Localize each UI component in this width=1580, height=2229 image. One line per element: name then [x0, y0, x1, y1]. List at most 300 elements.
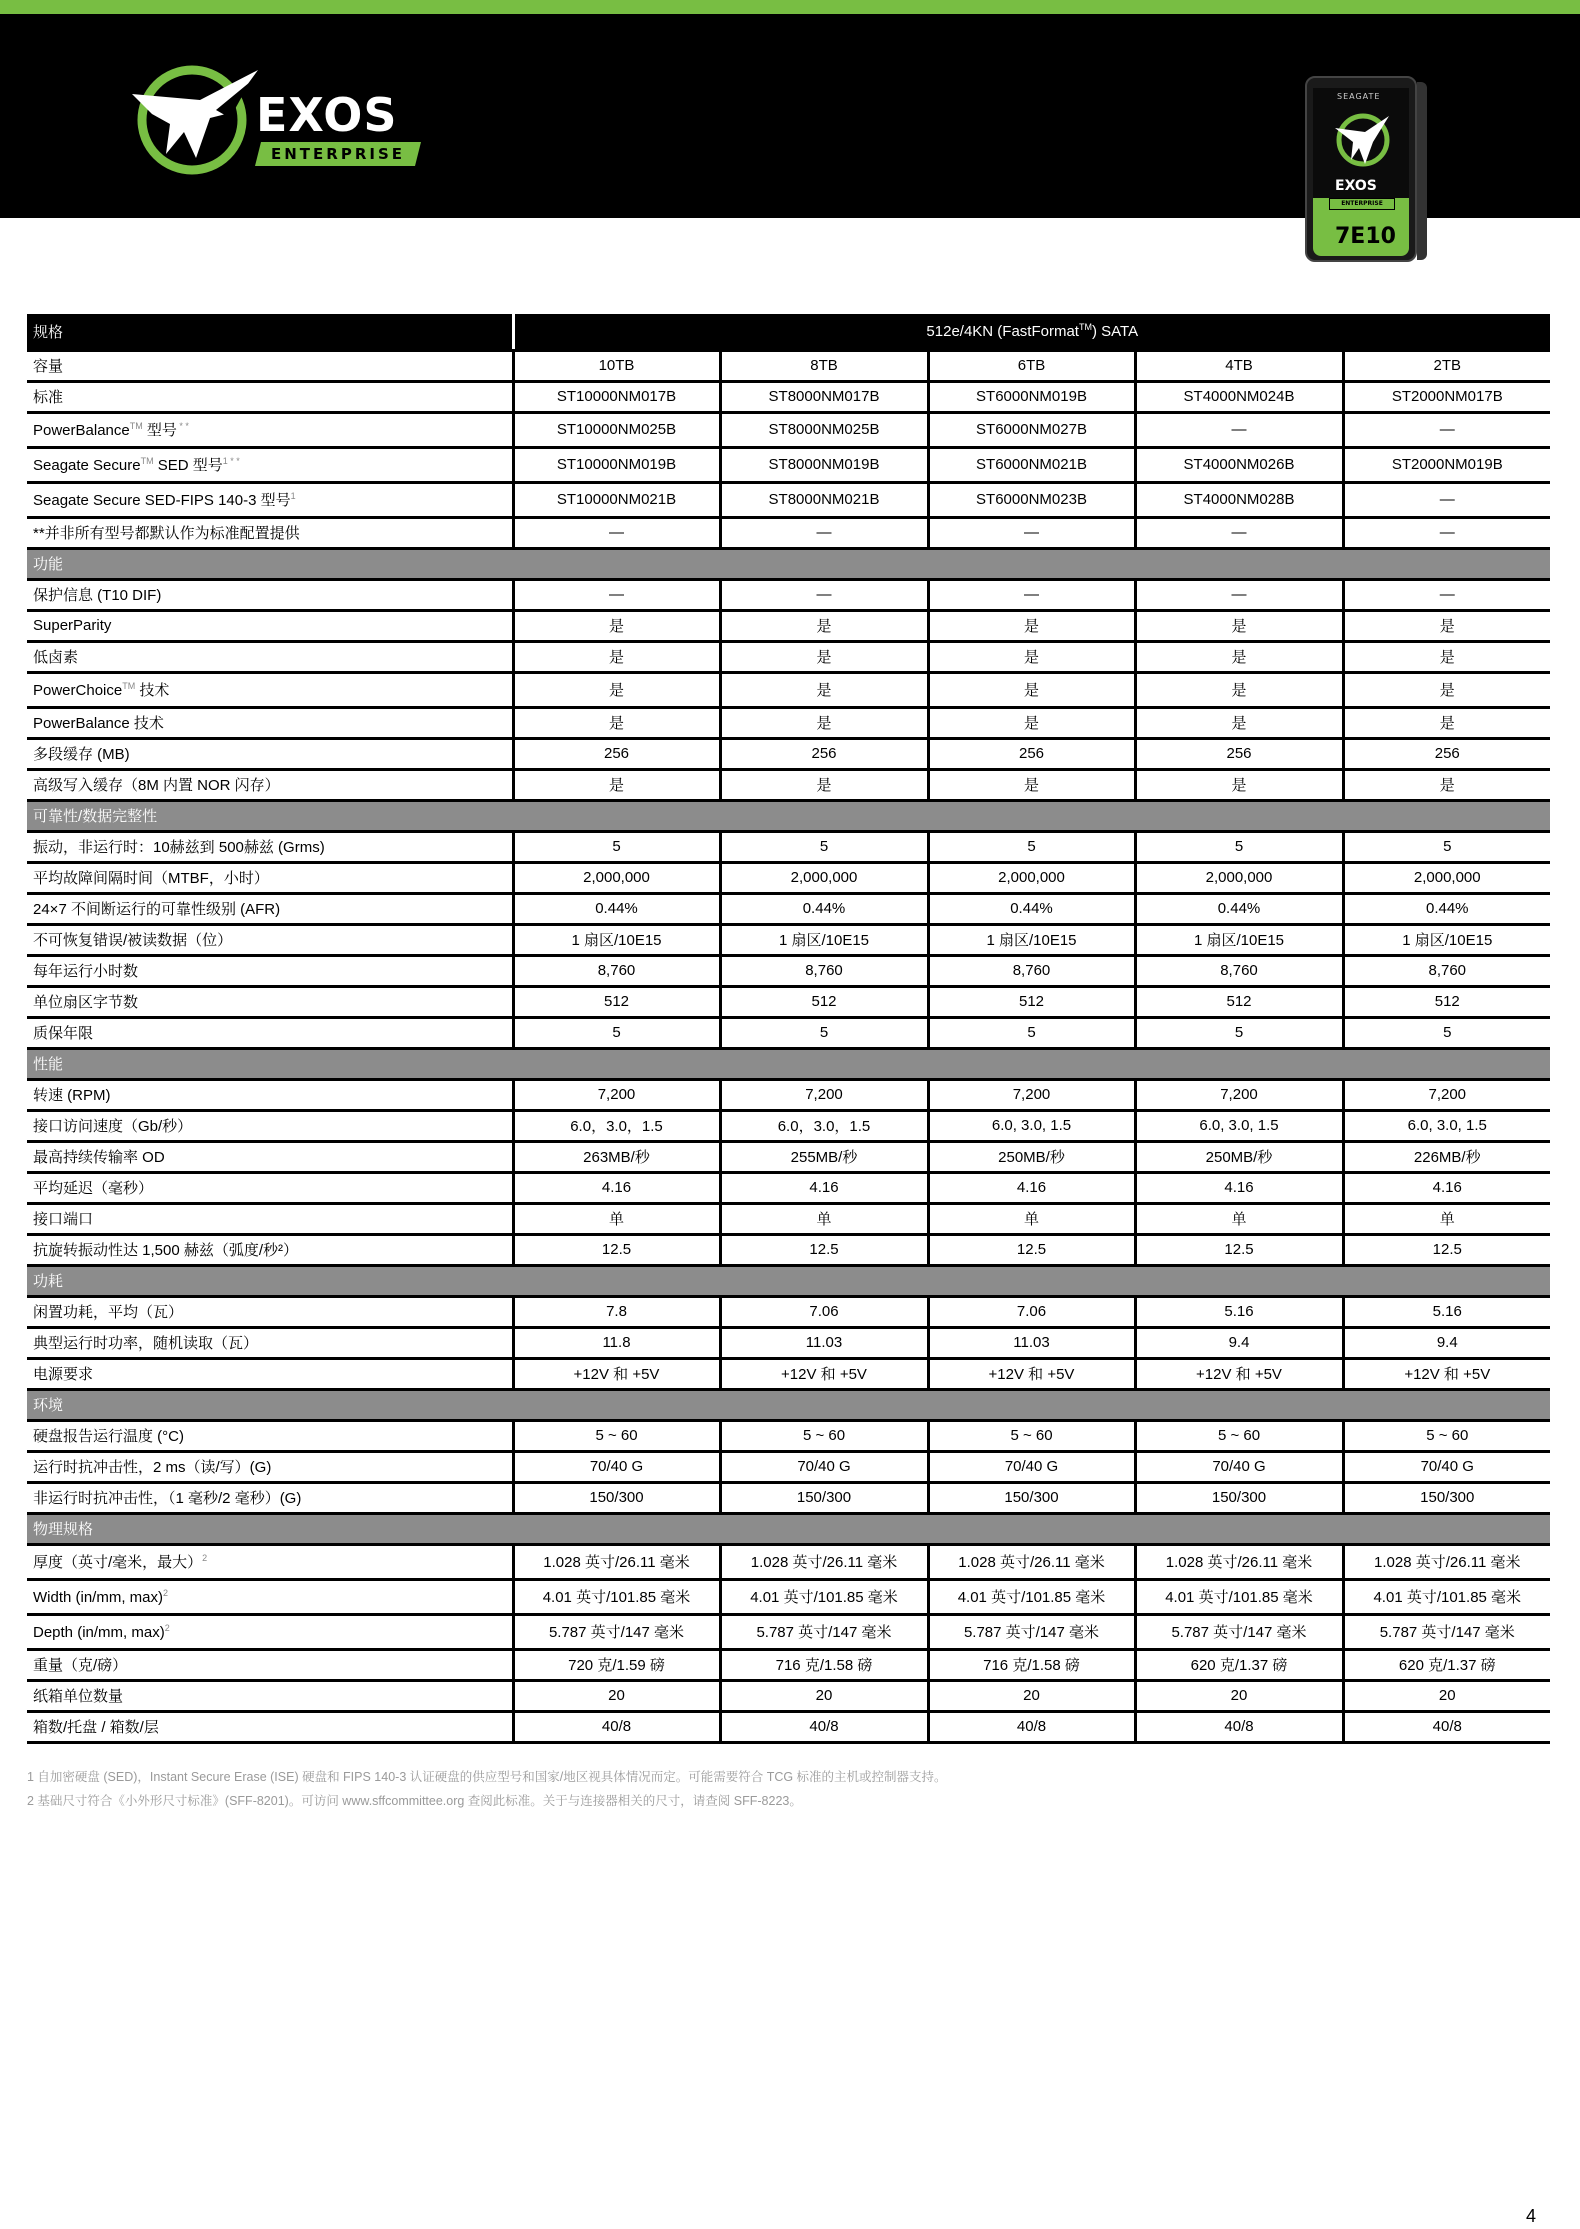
row-label: 抗旋转振动性达 1,500 赫兹（弧度/秒²）: [33, 1242, 299, 1259]
value-cell: 单: [928, 1203, 1135, 1234]
value-cell: 150/300: [928, 1482, 1135, 1513]
header-label-cell: 规格: [27, 314, 513, 350]
value-cell: —: [1343, 482, 1550, 517]
value-cell: 是: [1135, 769, 1343, 800]
table-row: [27, 769, 1550, 800]
value-cell: 是: [513, 769, 720, 800]
footnotes: [27, 1765, 1527, 1813]
row-label-cell: [27, 1017, 513, 1048]
value-cell: 512: [928, 986, 1135, 1017]
row-label-cell: [27, 610, 513, 641]
table-row: [27, 1544, 1550, 1579]
value-cell: 12.5: [1343, 1234, 1550, 1265]
value-cell: 1.028 英寸/26.11 毫米: [720, 1544, 928, 1579]
table-row: [27, 1358, 1550, 1389]
value-cell: 40/8: [720, 1711, 928, 1742]
row-label-cell: [27, 1544, 513, 1579]
section-title: 性能: [27, 1048, 1550, 1079]
value-cell: ST8000NM019B: [720, 447, 928, 482]
table-row: [27, 579, 1550, 610]
value-cell: 12.5: [1135, 1234, 1343, 1265]
value-cell: 620 克/1.37 磅: [1343, 1649, 1550, 1680]
value-cell: 是: [928, 610, 1135, 641]
row-label-cell: [27, 1110, 513, 1141]
row-label-cell: [27, 1079, 513, 1110]
value-cell: 7,200: [513, 1079, 720, 1110]
value-cell: 256: [1343, 738, 1550, 769]
row-label-cell: [27, 1203, 513, 1234]
row-label: 标准: [33, 389, 64, 406]
value-cell: 8,760: [1135, 955, 1343, 986]
table-row: [27, 1234, 1550, 1265]
value-cell: —: [1135, 579, 1343, 610]
value-cell: 12.5: [928, 1234, 1135, 1265]
row-label: 容量: [33, 358, 64, 375]
drive-emblem-icon: [1313, 88, 1409, 184]
value-cell: 是: [928, 707, 1135, 738]
value-cell: 5 ~ 60: [1343, 1420, 1550, 1451]
value-cell: 是: [1343, 641, 1550, 672]
section-title: 环境: [27, 1389, 1550, 1420]
value-cell: ST2000NM017B: [1343, 381, 1550, 412]
value-cell: 5: [1135, 1017, 1343, 1048]
row-label-cell: [27, 862, 513, 893]
row-label: 重量（克/磅）: [33, 1657, 128, 1674]
value-cell: 4.01 英寸/101.85 毫米: [1135, 1579, 1343, 1614]
header-title: 512e/4KN (FastFormat: [926, 323, 1079, 341]
value-cell: 0.44%: [1343, 893, 1550, 924]
value-cell: 70/40 G: [720, 1451, 928, 1482]
value-cell: 512: [1135, 986, 1343, 1017]
row-label: Depth (in/mm, max): [33, 1623, 165, 1641]
value-cell: 20: [1135, 1680, 1343, 1711]
table-row: [27, 1141, 1550, 1172]
row-label: 每年运行小时数: [33, 963, 139, 980]
value-cell: 256: [1135, 738, 1343, 769]
drive-side: [1417, 82, 1427, 260]
table-row: [27, 1172, 1550, 1203]
value-cell: 是: [513, 672, 720, 707]
value-cell: 716 克/1.58 磅: [928, 1649, 1135, 1680]
table-row: [27, 1017, 1550, 1048]
value-cell: 4.16: [720, 1172, 928, 1203]
table-row: [27, 1482, 1550, 1513]
value-cell: 2,000,000: [513, 862, 720, 893]
value-cell: 1.028 英寸/26.11 毫米: [1135, 1544, 1343, 1579]
header-title-sup: TM: [1078, 322, 1092, 333]
value-cell: 1 扇区/10E15: [1343, 924, 1550, 955]
row-label: 振动，非运行时：10赫兹到 500赫兹 (Grms): [33, 839, 325, 856]
section-title: 功能: [27, 548, 1550, 579]
row-label: SuperParity: [33, 617, 112, 634]
value-cell: 620 克/1.37 磅: [1135, 1649, 1343, 1680]
drive-brand-text: SEAGATE: [1337, 92, 1381, 101]
row-label-cell: [27, 986, 513, 1017]
table-row: [27, 1451, 1550, 1482]
section-header-row: [27, 548, 1550, 579]
value-cell: 11.03: [928, 1327, 1135, 1358]
value-cell: 5.787 英寸/147 毫米: [720, 1614, 928, 1649]
value-cell: 8,760: [928, 955, 1135, 986]
value-cell: 226MB/秒: [1343, 1141, 1550, 1172]
exos-logo: [130, 62, 430, 192]
table-row: [27, 1079, 1550, 1110]
row-label: 低卤素: [33, 649, 79, 666]
row-label-sup: TM: [122, 681, 136, 691]
row-label: Seagate Secure: [33, 457, 141, 474]
row-label-end: 型号: [142, 422, 177, 439]
section-header-row: [27, 800, 1550, 831]
value-cell: +12V 和 +5V: [513, 1358, 720, 1389]
value-cell: 9.4: [1135, 1327, 1343, 1358]
value-cell: 单: [1135, 1203, 1343, 1234]
spec-table: [27, 314, 1550, 1744]
row-label-cell: [27, 1579, 513, 1614]
value-cell: 20: [1343, 1680, 1550, 1711]
value-cell: ST6000NM021B: [928, 447, 1135, 482]
section-header-row: [27, 1265, 1550, 1296]
value-cell: 70/40 G: [1343, 1451, 1550, 1482]
value-cell: 5: [1343, 1017, 1550, 1048]
table-row: [27, 1579, 1550, 1614]
table-row: [27, 1203, 1550, 1234]
value-cell: —: [928, 579, 1135, 610]
row-label-cell: [27, 1234, 513, 1265]
row-label-cell: [27, 738, 513, 769]
value-cell: 7.8: [513, 1296, 720, 1327]
value-cell: 5: [513, 1017, 720, 1048]
row-label: 不可恢复错误/被读数据（位）: [33, 932, 233, 949]
row-label: PowerBalance 技术: [33, 715, 164, 732]
row-label-cell: [27, 350, 513, 381]
value-cell: 是: [928, 672, 1135, 707]
value-cell: 是: [513, 707, 720, 738]
value-cell: 5.787 英寸/147 毫米: [513, 1614, 720, 1649]
value-cell: 40/8: [513, 1711, 720, 1742]
value-cell: 4.16: [1135, 1172, 1343, 1203]
value-cell: 6.0, 3.0, 1.5: [1135, 1110, 1343, 1141]
value-cell: 716 克/1.58 磅: [720, 1649, 928, 1680]
top-accent-bar: [0, 0, 1580, 14]
value-cell: 6.0，3.0，1.5: [720, 1110, 928, 1141]
value-cell: 是: [720, 672, 928, 707]
row-label: 纸箱单位数量: [33, 1688, 124, 1705]
value-cell: 8,760: [720, 955, 928, 986]
value-cell: 5: [1343, 831, 1550, 862]
value-cell: 70/40 G: [1135, 1451, 1343, 1482]
value-cell: 2,000,000: [928, 862, 1135, 893]
value-cell: 4TB: [1135, 350, 1343, 381]
value-cell: 是: [1135, 707, 1343, 738]
value-cell: 20: [720, 1680, 928, 1711]
section-title: 功耗: [27, 1265, 1550, 1296]
row-label-cell: [27, 1358, 513, 1389]
row-label-sup: TM: [129, 421, 143, 431]
row-label: 平均延迟（毫秒）: [33, 1180, 154, 1197]
table-row: [27, 1680, 1550, 1711]
value-cell: 0.44%: [1135, 893, 1343, 924]
value-cell: 6.0, 3.0, 1.5: [928, 1110, 1135, 1141]
value-cell: 6.0, 3.0, 1.5: [1343, 1110, 1550, 1141]
value-cell: ST6000NM027B: [928, 412, 1135, 447]
value-cell: 是: [1343, 707, 1550, 738]
table-row: [27, 641, 1550, 672]
value-cell: —: [513, 579, 720, 610]
value-cell: 5: [720, 831, 928, 862]
table-row: [27, 447, 1550, 482]
value-cell: 1 扇区/10E15: [720, 924, 928, 955]
product-drive-image: [1305, 76, 1427, 266]
value-cell: ST4000NM026B: [1135, 447, 1343, 482]
value-cell: 是: [1135, 610, 1343, 641]
row-footnote-marker: * *: [176, 421, 189, 431]
logo-subtitle-badge: [255, 142, 421, 166]
row-label: Width (in/mm, max): [33, 1588, 164, 1606]
value-cell: 6.0，3.0，1.5: [513, 1110, 720, 1141]
value-cell: 1 扇区/10E15: [1135, 924, 1343, 955]
value-cell: 5.787 英寸/147 毫米: [1343, 1614, 1550, 1649]
value-cell: ST10000NM019B: [513, 447, 720, 482]
drive-body: [1305, 76, 1417, 262]
table-row: [27, 1711, 1550, 1742]
table-row: [27, 986, 1550, 1017]
value-cell: 4.16: [513, 1172, 720, 1203]
exos-emblem-icon: [130, 62, 260, 182]
value-cell: 256: [513, 738, 720, 769]
row-label: 接口端口: [33, 1211, 94, 1228]
row-label: 接口访问速度（Gb/秒）: [33, 1118, 193, 1135]
value-cell: 5 ~ 60: [928, 1420, 1135, 1451]
row-label: 非运行时抗冲击性，（1 毫秒/2 毫秒）(G): [33, 1490, 302, 1507]
row-label-cell: [27, 641, 513, 672]
value-cell: 单: [720, 1203, 928, 1234]
table-row: [27, 893, 1550, 924]
value-cell: ST6000NM019B: [928, 381, 1135, 412]
value-cell: 是: [1343, 769, 1550, 800]
value-cell: 720 克/1.59 磅: [513, 1649, 720, 1680]
row-label: 质保年限: [33, 1025, 94, 1042]
value-cell: 250MB/秒: [928, 1141, 1135, 1172]
value-cell: 70/40 G: [928, 1451, 1135, 1482]
value-cell: 150/300: [1343, 1482, 1550, 1513]
value-cell: 1 扇区/10E15: [513, 924, 720, 955]
value-cell: 4.01 英寸/101.85 毫米: [513, 1579, 720, 1614]
logo-wordmark: EXOS: [256, 88, 398, 142]
value-cell: 2,000,000: [1135, 862, 1343, 893]
value-cell: 0.44%: [513, 893, 720, 924]
table-row: [27, 672, 1550, 707]
row-label: 最高持续传输率 OD: [33, 1149, 165, 1166]
table-row: [27, 1614, 1550, 1649]
value-cell: 1 扇区/10E15: [928, 924, 1135, 955]
row-label: 转速 (RPM): [33, 1087, 111, 1104]
table-row: [27, 482, 1550, 517]
value-cell: 512: [720, 986, 928, 1017]
value-cell: 40/8: [1135, 1711, 1343, 1742]
row-label-cell: [27, 412, 513, 447]
drive-model-text: 7E10: [1335, 224, 1396, 249]
drive-enterprise-text: ENTERPRISE: [1329, 198, 1395, 210]
row-footnote-marker: 2: [202, 1553, 208, 1563]
section-title: 可靠性/数据完整性: [27, 800, 1550, 831]
row-label-cell: [27, 1680, 513, 1711]
value-cell: 是: [513, 641, 720, 672]
footnote-1: 1 自加密硬盘 (SED)，Instant Secure Erase (ISE) 硬盘和 FIPS 140-3 认证硬盘的供应型号和国家/地区视具体情况而定。可能需要符合 TCG 标准的主机或控制器支持。: [27, 1770, 947, 1784]
row-label: Seagate Secure SED-FIPS 140-3 型号: [33, 492, 291, 509]
table-row: [27, 955, 1550, 986]
table-row: [27, 831, 1550, 862]
value-cell: ST2000NM019B: [1343, 447, 1550, 482]
row-label: 多段缓存 (MB): [33, 746, 130, 763]
table-row: [27, 610, 1550, 641]
value-cell: 256: [720, 738, 928, 769]
value-cell: ST8000NM017B: [720, 381, 928, 412]
value-cell: 11.8: [513, 1327, 720, 1358]
value-cell: +12V 和 +5V: [1135, 1358, 1343, 1389]
value-cell: 是: [1135, 672, 1343, 707]
value-cell: 70/40 G: [513, 1451, 720, 1482]
row-label: 电源要求: [33, 1366, 94, 1383]
value-cell: 1.028 英寸/26.11 毫米: [928, 1544, 1135, 1579]
value-cell: 是: [513, 610, 720, 641]
row-label: 24×7 不间断运行的可靠性级别 (AFR): [33, 901, 281, 918]
value-cell: 是: [928, 769, 1135, 800]
table-row: [27, 1110, 1550, 1141]
row-label-cell: [27, 769, 513, 800]
value-cell: 2,000,000: [720, 862, 928, 893]
value-cell: 12.5: [513, 1234, 720, 1265]
value-cell: 7,200: [928, 1079, 1135, 1110]
value-cell: 512: [513, 986, 720, 1017]
value-cell: 11.03: [720, 1327, 928, 1358]
row-label-cell: [27, 1141, 513, 1172]
row-label-cell: [27, 517, 513, 548]
row-footnote-marker: 1 * *: [222, 456, 240, 466]
row-label-end: 技术: [135, 682, 170, 699]
value-cell: —: [1135, 517, 1343, 548]
value-cell: —: [928, 517, 1135, 548]
drive-exos-text: EXOS: [1335, 178, 1377, 194]
row-footnote-marker: 2: [163, 1587, 169, 1598]
value-cell: ST8000NM021B: [720, 482, 928, 517]
table-row: [27, 381, 1550, 412]
value-cell: 是: [720, 610, 928, 641]
value-cell: 5 ~ 60: [720, 1420, 928, 1451]
value-cell: 20: [513, 1680, 720, 1711]
value-cell: —: [513, 517, 720, 548]
value-cell: 4.01 英寸/101.85 毫米: [720, 1579, 928, 1614]
row-label-cell: [27, 482, 513, 517]
value-cell: ST10000NM025B: [513, 412, 720, 447]
value-cell: ST8000NM025B: [720, 412, 928, 447]
row-label: 高级写入缓存（8M 内置 NOR 闪存）: [33, 777, 280, 794]
row-label-cell: [27, 1327, 513, 1358]
value-cell: 40/8: [928, 1711, 1135, 1742]
table-row: [27, 350, 1550, 381]
row-label-cell: [27, 447, 513, 482]
table-row: [27, 738, 1550, 769]
row-label-cell: [27, 1711, 513, 1742]
value-cell: 5 ~ 60: [1135, 1420, 1343, 1451]
value-cell: 是: [720, 641, 928, 672]
value-cell: +12V 和 +5V: [928, 1358, 1135, 1389]
value-cell: 5: [513, 831, 720, 862]
row-label: 运行时抗冲击性，2 ms（读/写）(G): [33, 1459, 272, 1476]
value-cell: ST10000NM017B: [513, 381, 720, 412]
value-cell: 5: [928, 1017, 1135, 1048]
value-cell: 8,760: [1343, 955, 1550, 986]
row-label: 单位扇区字节数: [33, 994, 139, 1011]
row-label-cell: [27, 707, 513, 738]
row-label-cell: [27, 955, 513, 986]
table-row: [27, 1327, 1550, 1358]
value-cell: 5.787 英寸/147 毫米: [928, 1614, 1135, 1649]
value-cell: —: [1343, 517, 1550, 548]
row-label-cell: [27, 1296, 513, 1327]
footnote-2: 2 基础尺寸符合《小外形尺寸标准》(SFF-8201)。可访问 www.sffcommittee.org 查阅此标准。关于与连接器相关的尺寸，请查阅 SFF-8223。: [27, 1794, 802, 1808]
row-label-sup: TM: [140, 456, 154, 466]
row-label: 闲置功耗，平均（瓦）: [33, 1304, 184, 1321]
table-row: [27, 1420, 1550, 1451]
header-title-end: ) SATA: [1091, 323, 1139, 341]
row-label: 箱数/托盘 / 箱数/层: [33, 1719, 159, 1736]
value-cell: 0.44%: [928, 893, 1135, 924]
value-cell: 是: [1135, 641, 1343, 672]
row-label: 厚度（英寸/毫米，最大）: [33, 1554, 203, 1571]
table-row: [27, 924, 1550, 955]
page-number: 4: [1526, 2206, 1537, 2226]
value-cell: 0.44%: [720, 893, 928, 924]
row-footnote-marker: 2: [164, 1622, 170, 1633]
row-label-cell: [27, 1649, 513, 1680]
value-cell: ST4000NM028B: [1135, 482, 1343, 517]
row-footnote-marker: 1: [290, 491, 296, 501]
value-cell: 5.16: [1343, 1296, 1550, 1327]
row-label: 保护信息 (T10 DIF): [33, 587, 162, 604]
value-cell: 4.16: [928, 1172, 1135, 1203]
value-cell: 4.01 英寸/101.85 毫米: [1343, 1579, 1550, 1614]
row-label-cell: [27, 381, 513, 412]
value-cell: 150/300: [1135, 1482, 1343, 1513]
row-label-end: SED 型号: [153, 457, 223, 474]
value-cell: 5.16: [1135, 1296, 1343, 1327]
row-label-cell: [27, 1172, 513, 1203]
value-cell: ST6000NM023B: [928, 482, 1135, 517]
row-label: PowerChoice: [33, 682, 123, 699]
value-cell: 5: [1135, 831, 1343, 862]
value-cell: 7.06: [928, 1296, 1135, 1327]
value-cell: —: [1135, 412, 1343, 447]
value-cell: 1.028 英寸/26.11 毫米: [1343, 1544, 1550, 1579]
value-cell: —: [1343, 412, 1550, 447]
value-cell: 7,200: [1135, 1079, 1343, 1110]
row-label-cell: [27, 1420, 513, 1451]
value-cell: 150/300: [720, 1482, 928, 1513]
value-cell: —: [1343, 579, 1550, 610]
logo-subtitle: ENTERPRISE: [270, 145, 405, 163]
table-row: [27, 1649, 1550, 1680]
row-label-cell: [27, 831, 513, 862]
section-header-row: [27, 1048, 1550, 1079]
value-cell: 12.5: [720, 1234, 928, 1265]
value-cell: 5: [928, 831, 1135, 862]
value-cell: 5 ~ 60: [513, 1420, 720, 1451]
value-cell: 单: [1343, 1203, 1550, 1234]
value-cell: 7,200: [1343, 1079, 1550, 1110]
table-row: [27, 517, 1550, 548]
value-cell: 150/300: [513, 1482, 720, 1513]
header-title-cell: [513, 314, 1550, 350]
